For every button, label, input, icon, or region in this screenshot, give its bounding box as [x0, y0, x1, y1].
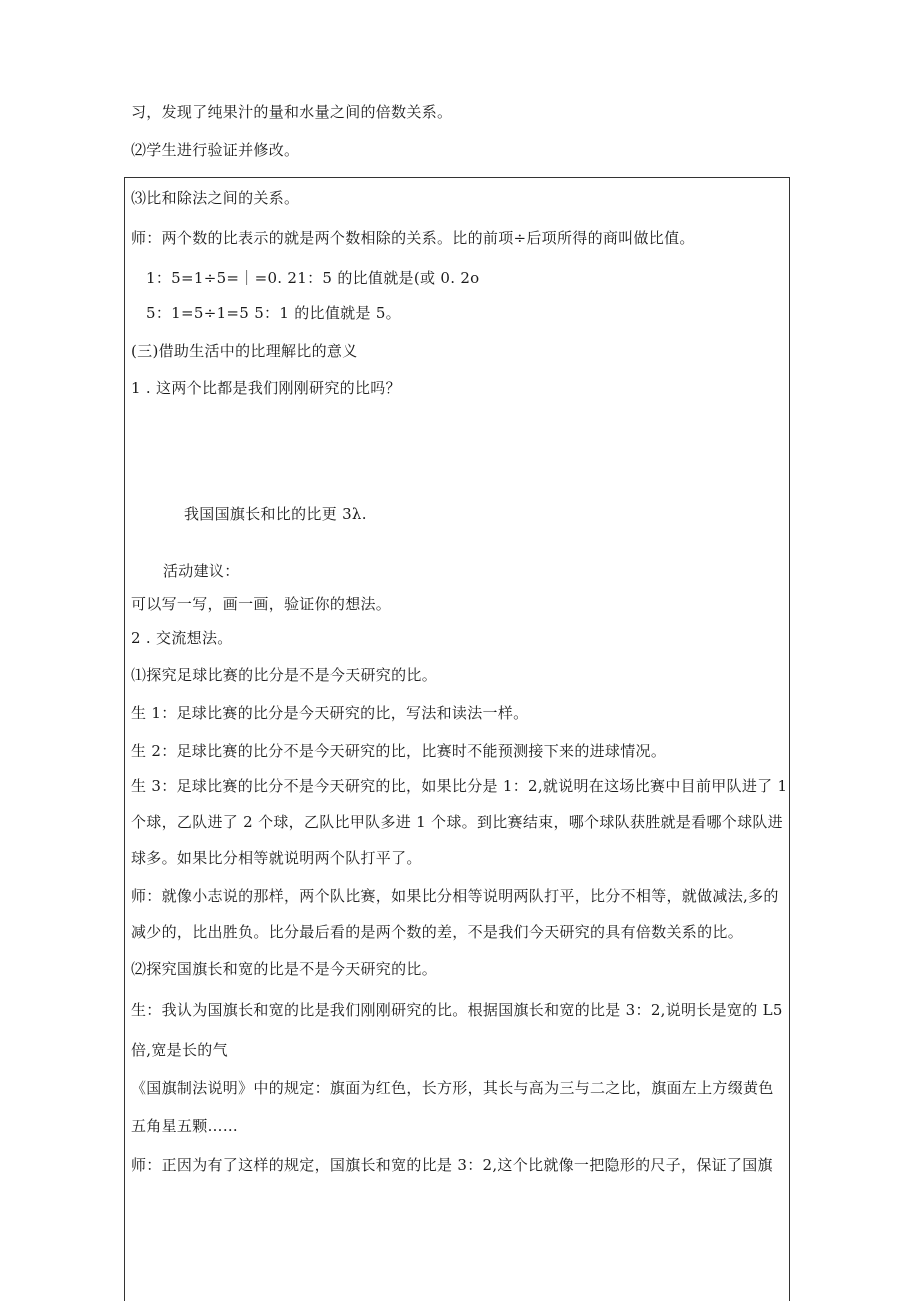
paragraph-line: 倍,宽是长的气 [131, 1041, 228, 1059]
section-heading: (三)借助生活中的比理解比的意义 [131, 342, 358, 360]
paragraph-line: ⑴探究足球比赛的比分是不是今天研究的比。 [131, 666, 438, 684]
paragraph-line: 师：两个数的比表示的就是两个数相除的关系。比的前项÷后项所得的商叫做比值。 [131, 229, 695, 247]
paragraph-line: 生 2：足球比赛的比分不是今天研究的比，比赛时不能预测接下来的进球情况。 [131, 742, 667, 760]
paragraph-line: 师：正因为有了这样的规定，国旗长和宽的比是 3：2,这个比就像一把隐形的尺子，保证了国旗 [131, 1156, 773, 1174]
paragraph-line: 生 1：足球比赛的比分是今天研究的比，写法和读法一样。 [131, 704, 529, 722]
paragraph-line: 个球，乙队进了 2 个球，乙队比甲队多进 1 个球。到比赛结束，哪个球队获胜就是看哪个球队进 [131, 813, 783, 831]
paragraph-line: 师：就像小志说的那样，两个队比赛，如果比分相等说明两队打平，比分不相等，就做减法,多的 [131, 887, 779, 905]
paragraph-line: 活动建议： [163, 562, 240, 580]
paragraph-line: 2 . 交流想法。 [131, 629, 233, 647]
paragraph-line: 1：5=1÷5=｜=0. 21：5 的比值就是(或 0. 2o [146, 269, 480, 287]
paragraph-line: 1 . 这两个比都是我们刚刚研究的比吗？ [131, 379, 401, 397]
paragraph-line: 5：1=5÷1=5 5：1 的比值就是 5。 [146, 304, 401, 322]
paragraph-line: 减少的，比出胜负。比分最后看的是两个数的差，不是我们今天研究的具有倍数关系的比。 [131, 923, 744, 941]
paragraph-line: 生 3：足球比赛的比分不是今天研究的比，如果比分是 1：2,就说明在这场比赛中目前甲队进了 1 [131, 777, 788, 795]
image-caption: 我国国旗长和比的比更 3λ. [184, 505, 367, 523]
paragraph-line: ⑵学生进行验证并修改。 [131, 141, 300, 159]
paragraph-line: 可以写一写，画一画，验证你的想法。 [131, 595, 392, 613]
paragraph-line: 《国旗制法说明》中的规定：旗面为红色，长方形，其长与高为三与二之比，旗面左上方缀黄色 [131, 1079, 774, 1097]
paragraph-line: ⑵探究国旗长和宽的比是不是今天研究的比。 [131, 960, 438, 978]
paragraph-line: 球多。如果比分相等就说明两个队打平了。 [131, 849, 422, 867]
paragraph-line: 生：我认为国旗长和宽的比是我们刚刚研究的比。根据国旗长和宽的比是 3：2,说明长是宽的 L5 [131, 1001, 783, 1019]
paragraph-line: ⑶比和除法之间的关系。 [131, 189, 300, 207]
paragraph-line: 五角星五颗…… [131, 1117, 239, 1135]
paragraph-line: 习，发现了纯果汁的量和水量之间的倍数关系。 [131, 103, 453, 121]
